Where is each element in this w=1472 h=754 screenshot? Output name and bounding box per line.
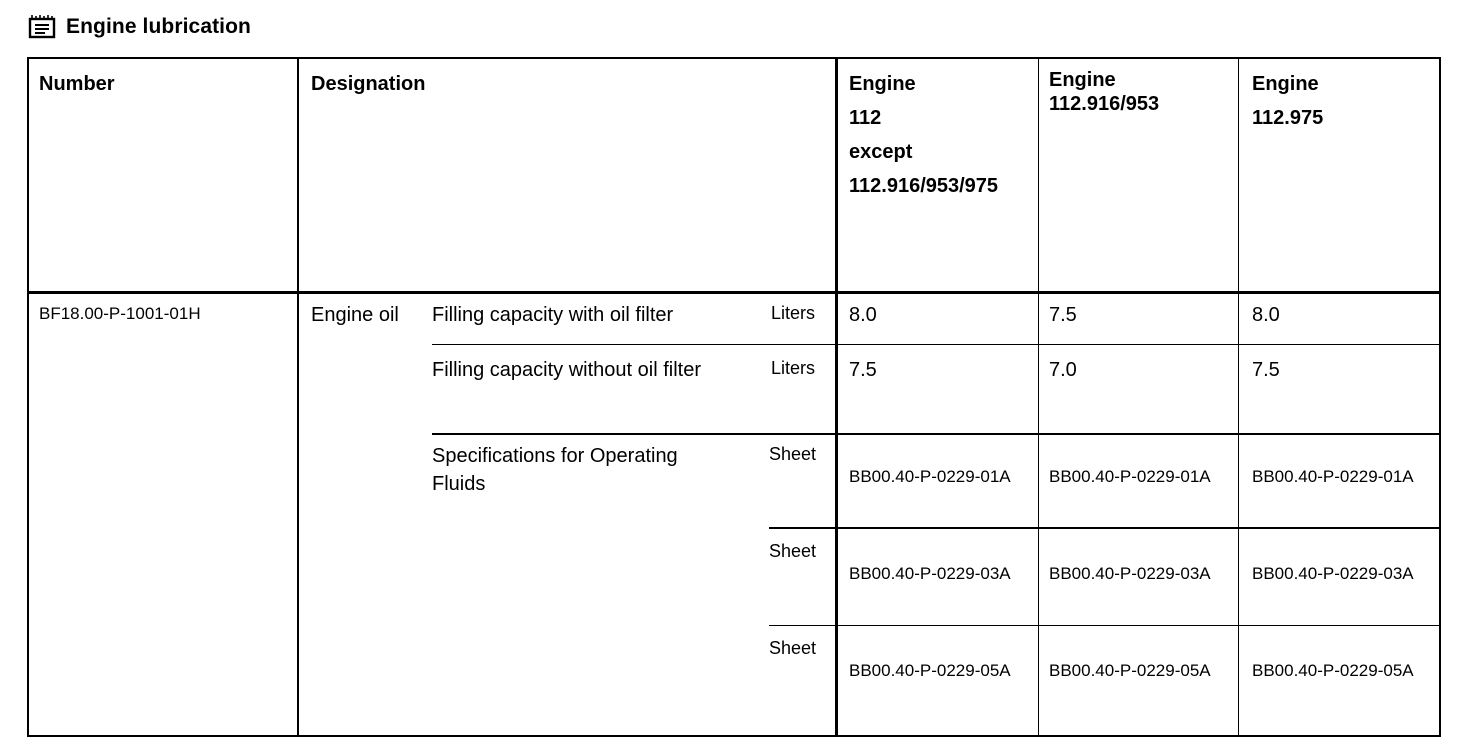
col-divider-engine-b [1238,59,1239,737]
col-divider-number [297,59,299,737]
sheet-reference: BB00.40-P-0229-05A [1049,661,1211,680]
header-number: Number [39,73,115,95]
item-value: 7.5 [1049,304,1077,326]
document-icon [28,14,58,40]
item-label: Filling capacity with oil filter [432,304,674,326]
item-unit: Liters [771,358,816,378]
sheet-reference: BB00.40-P-0229-03A [1049,564,1211,583]
item-value: 7.0 [1049,359,1077,381]
item-value: 8.0 [1252,304,1280,326]
col-divider-engine-a [1038,59,1039,737]
header-designation: Designation [311,73,426,95]
section-header [28,10,251,44]
spec-table [27,57,1441,737]
sheet-unit: Sheet [769,541,817,561]
sheet-unit: Sheet [769,638,817,658]
sheet-reference: BB00.40-P-0229-05A [849,661,1011,680]
item-value: 7.5 [849,359,877,381]
sheet-reference: BB00.40-P-0229-01A [849,467,1011,486]
sheet-reference: BB00.40-P-0229-03A [849,564,1011,583]
row-divider-4 [769,625,1441,626]
row-divider-3 [769,527,1441,529]
sheet-reference: BB00.40-P-0229-01A [1049,467,1211,486]
item-unit: Liters [771,303,816,323]
item-label: Filling capacity without oil filter [432,359,701,381]
sheet-reference: BB00.40-P-0229-03A [1252,564,1414,583]
item-value: 7.5 [1252,359,1280,381]
header-engine-c: Engine 112.975 [1252,73,1324,129]
header-engine-b: Engine 112.916/953 [1049,69,1160,115]
col-divider-designation [835,59,838,737]
header-engine-a: Engine 112 except 112.916/953/975 [849,73,999,197]
header-divider [29,291,1441,294]
sheet-reference: BB00.40-P-0229-05A [1252,661,1414,680]
row-divider-2 [432,433,1441,435]
sheet-unit: Sheet [769,444,817,464]
row-divider-1 [432,344,1441,345]
part-number: BF18.00-P-1001-01H [39,304,201,323]
item-value: 8.0 [849,304,877,326]
page-title: Engine lubrication [66,15,251,38]
sheet-reference: BB00.40-P-0229-01A [1252,467,1414,486]
group-label: Engine oil [311,304,399,326]
spec-label: Specifications for Operating Fluids [432,445,678,495]
